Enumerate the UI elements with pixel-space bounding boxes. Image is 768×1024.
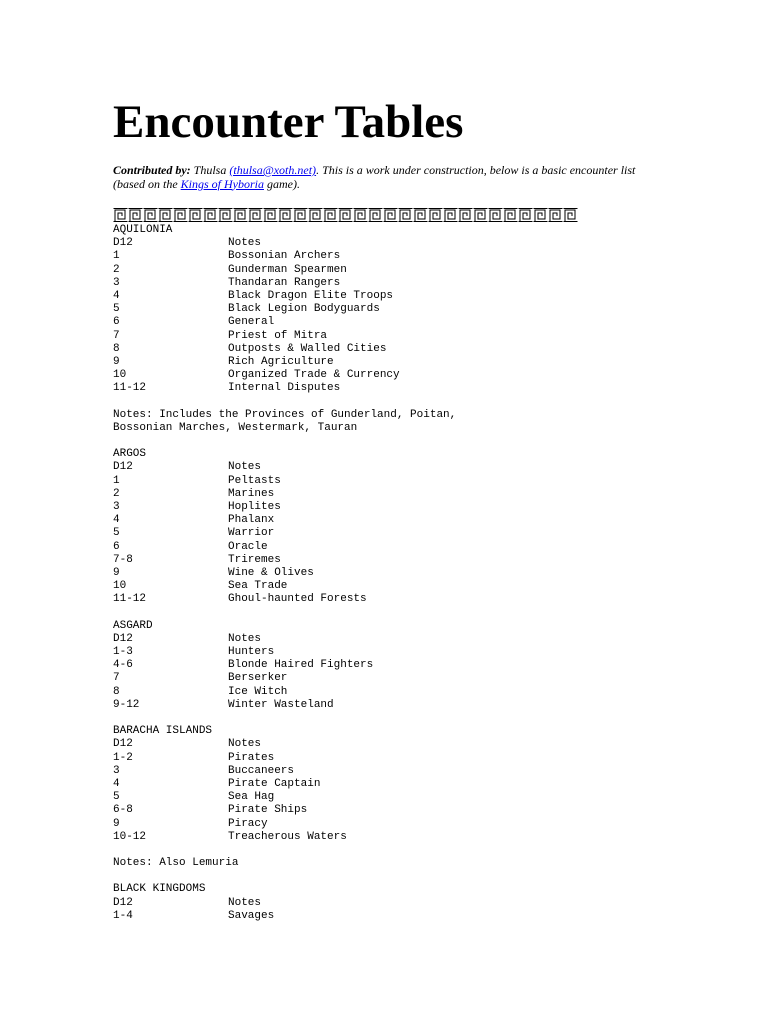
- table-header: [113, 738, 456, 751]
- roll-cell: 11-12: [113, 382, 147, 395]
- greek-key-tile: [263, 208, 278, 222]
- roll-cell: 1-4: [113, 909, 133, 922]
- table-row: [113, 250, 456, 263]
- table-row: [113, 804, 456, 817]
- table-row: [113, 699, 456, 712]
- result-cell: Black Legion Bodyguards: [228, 303, 380, 316]
- greek-key-tile: [323, 208, 338, 222]
- greek-key-tile: [248, 208, 263, 222]
- roll-cell: 4: [113, 289, 120, 302]
- region-notes: Notes: Also Lemuria: [113, 857, 239, 870]
- greek-key-tile: [233, 208, 248, 222]
- table-row: [113, 910, 456, 923]
- roll-cell: 5: [113, 791, 120, 804]
- result-cell: Peltasts: [228, 474, 281, 487]
- result-cell: Warrior: [228, 527, 275, 540]
- result-cell: Treacherous Waters: [228, 830, 347, 843]
- roll-cell: D12: [113, 738, 133, 751]
- result-cell: Black Dragon Elite Troops: [228, 289, 394, 302]
- greek-key-tile: [563, 208, 578, 222]
- table-row: [113, 686, 456, 699]
- table-row: [113, 752, 456, 765]
- roll-cell: D12: [113, 461, 133, 474]
- greek-key-tile: [473, 208, 488, 222]
- table-row: [113, 818, 456, 831]
- table-row: [113, 488, 456, 501]
- greek-key-tile: [143, 208, 158, 222]
- roll-cell: 3: [113, 276, 120, 289]
- roll-cell: 10: [113, 580, 127, 593]
- table-row: [113, 277, 456, 290]
- blank-line: [113, 844, 456, 857]
- result-cell: Sea Trade: [228, 580, 288, 593]
- table-row: [113, 369, 456, 382]
- roll-cell: 4: [113, 514, 120, 527]
- result-cell: Winter Wasteland: [228, 698, 334, 711]
- region-heading: BARACHA ISLANDS: [113, 725, 213, 738]
- contributed-by-label: Contributed by:: [113, 163, 191, 177]
- result-cell: General: [228, 316, 275, 329]
- region-heading: ARGOS: [113, 448, 147, 461]
- table-row: [113, 382, 456, 395]
- result-cell: Organized Trade & Currency: [228, 369, 400, 382]
- greek-key-tile: [128, 208, 143, 222]
- roll-cell: 1-3: [113, 646, 133, 659]
- table-header: [113, 237, 456, 250]
- result-cell: Savages: [228, 909, 275, 922]
- roll-cell: 5: [113, 303, 120, 316]
- contribution-note: [113, 164, 663, 191]
- table-row: [113, 593, 456, 606]
- table-row: [113, 316, 456, 329]
- roll-cell: 2: [113, 487, 120, 500]
- greek-key-tile: [428, 208, 443, 222]
- result-cell: Notes: [228, 738, 262, 751]
- page-title: Encounter Tables: [113, 96, 464, 148]
- roll-cell: 9: [113, 817, 120, 830]
- roll-cell: 11-12: [113, 593, 147, 606]
- roll-cell: D12: [113, 237, 133, 250]
- roll-cell: 2: [113, 263, 120, 276]
- result-cell: Notes: [228, 237, 262, 250]
- table-row: [113, 264, 456, 277]
- roll-cell: 8: [113, 685, 120, 698]
- greek-key-tile: [338, 208, 353, 222]
- table-row: [113, 831, 456, 844]
- contrib-text: . This is a work under construction, below is a basic encounter list (based on the: [113, 163, 636, 191]
- table-row: [113, 580, 456, 593]
- greek-key-tile: [518, 208, 533, 222]
- result-cell: Blonde Haired Fighters: [228, 659, 374, 672]
- blank-line: [113, 712, 456, 725]
- roll-cell: 5: [113, 527, 120, 540]
- roll-cell: 9-12: [113, 698, 140, 711]
- roll-cell: 10-12: [113, 830, 147, 843]
- region-heading: AQUILONIA: [113, 224, 173, 236]
- blank-line: [113, 435, 456, 448]
- result-cell: Rich Agriculture: [228, 355, 334, 368]
- table-header: [113, 633, 456, 646]
- table-row: [113, 791, 456, 804]
- result-cell: Sea Hag: [228, 791, 275, 804]
- greek-key-tile: [113, 208, 128, 222]
- author-name: Thulsa: [193, 163, 227, 177]
- greek-key-tile: [413, 208, 428, 222]
- result-cell: Notes: [228, 461, 262, 474]
- roll-cell: 7: [113, 672, 120, 685]
- greek-key-tile: [158, 208, 173, 222]
- result-cell: Pirate Captain: [228, 777, 321, 790]
- result-cell: Priest of Mitra: [228, 329, 328, 342]
- greek-key-tile: [443, 208, 458, 222]
- result-cell: Bossonian Archers: [228, 250, 341, 263]
- result-cell: Oracle: [228, 540, 268, 553]
- blank-line: [113, 395, 456, 408]
- result-cell: Thandaran Rangers: [228, 276, 341, 289]
- roll-cell: 4-6: [113, 659, 133, 672]
- greek-key-tile: [368, 208, 383, 222]
- table-row: [113, 343, 456, 356]
- table-row: [113, 554, 456, 567]
- greek-key-tile: [398, 208, 413, 222]
- table-row: [113, 646, 456, 659]
- greek-key-tile: [203, 208, 218, 222]
- greek-key-tile: [353, 208, 368, 222]
- greek-key-tile: [488, 208, 503, 222]
- table-row: [113, 778, 456, 791]
- roll-cell: 3: [113, 764, 120, 777]
- blank-line: [113, 607, 456, 620]
- roll-cell: 4: [113, 777, 120, 790]
- table-header: [113, 461, 456, 474]
- table-row: [113, 514, 456, 527]
- greek-key-tile: [218, 208, 233, 222]
- roll-cell: 6: [113, 316, 120, 329]
- table-row: [113, 527, 456, 540]
- greek-key-tile: [308, 208, 323, 222]
- result-cell: Internal Disputes: [228, 382, 341, 395]
- table-header: [113, 897, 456, 910]
- blank-line: [113, 870, 456, 883]
- table-row: [113, 672, 456, 685]
- roll-cell: 6-8: [113, 804, 133, 817]
- roll-cell: 1: [113, 250, 120, 263]
- result-cell: Gunderman Spearmen: [228, 263, 347, 276]
- table-row: [113, 765, 456, 778]
- roll-cell: D12: [113, 632, 133, 645]
- roll-cell: 6: [113, 540, 120, 553]
- result-cell: Piracy: [228, 817, 268, 830]
- greek-key-border: [113, 208, 581, 222]
- greek-key-tile: [458, 208, 473, 222]
- result-cell: Hunters: [228, 646, 275, 659]
- region-notes: Notes: Includes the Provinces of Gunderland, Poitan,: [113, 408, 457, 421]
- greek-key-tile: [278, 208, 293, 222]
- greek-key-tile: [548, 208, 563, 222]
- roll-cell: D12: [113, 896, 133, 909]
- table-row: [113, 330, 456, 343]
- region-heading: ASGARD: [113, 619, 153, 632]
- result-cell: Pirate Ships: [228, 804, 308, 817]
- author-email-link[interactable]: (thulsa@xoth.net): [229, 163, 317, 177]
- result-cell: Wine & Olives: [228, 566, 314, 579]
- table-row: [113, 303, 456, 316]
- greek-key-tile: [188, 208, 203, 222]
- result-cell: Notes: [228, 896, 262, 909]
- result-cell: Ghoul-haunted Forests: [228, 593, 367, 606]
- greek-key-tile: [383, 208, 398, 222]
- greek-key-tile: [293, 208, 308, 222]
- contrib-text-end: game).: [267, 176, 300, 191]
- region-notes: Bossonian Marches, Westermark, Tauran: [113, 421, 358, 434]
- roll-cell: 10: [113, 369, 127, 382]
- roll-cell: 7-8: [113, 553, 133, 566]
- table-row: [113, 475, 456, 488]
- roll-cell: 3: [113, 501, 120, 513]
- table-row: [113, 659, 456, 672]
- table-row: [113, 541, 456, 554]
- result-cell: Berserker: [228, 672, 288, 685]
- table-row: [113, 290, 456, 303]
- result-cell: Ice Witch: [228, 685, 288, 698]
- greek-key-tile: [503, 208, 518, 222]
- result-cell: Notes: [228, 632, 262, 645]
- roll-cell: 9: [113, 355, 120, 368]
- roll-cell: 7: [113, 329, 120, 342]
- result-cell: Marines: [228, 487, 275, 500]
- result-cell: Triremes: [228, 553, 281, 566]
- kings-of-hyboria-link[interactable]: Kings of Hyboria: [180, 176, 264, 191]
- greek-key-tile: [533, 208, 548, 222]
- roll-cell: 1: [113, 474, 120, 487]
- result-cell: Buccaneers: [228, 764, 295, 777]
- encounter-tables: [113, 224, 456, 923]
- result-cell: Hoplites: [228, 501, 281, 513]
- roll-cell: 8: [113, 342, 120, 355]
- greek-key-tile: [173, 208, 188, 222]
- roll-cell: 1-2: [113, 751, 133, 764]
- region-heading: BLACK KINGDOMS: [113, 883, 206, 896]
- table-row: [113, 356, 456, 369]
- roll-cell: 9: [113, 566, 120, 579]
- table-row: [113, 567, 456, 580]
- result-cell: Phalanx: [228, 514, 275, 527]
- result-cell: Outposts & Walled Cities: [228, 342, 387, 355]
- result-cell: Pirates: [228, 751, 275, 764]
- table-row: [113, 501, 456, 514]
